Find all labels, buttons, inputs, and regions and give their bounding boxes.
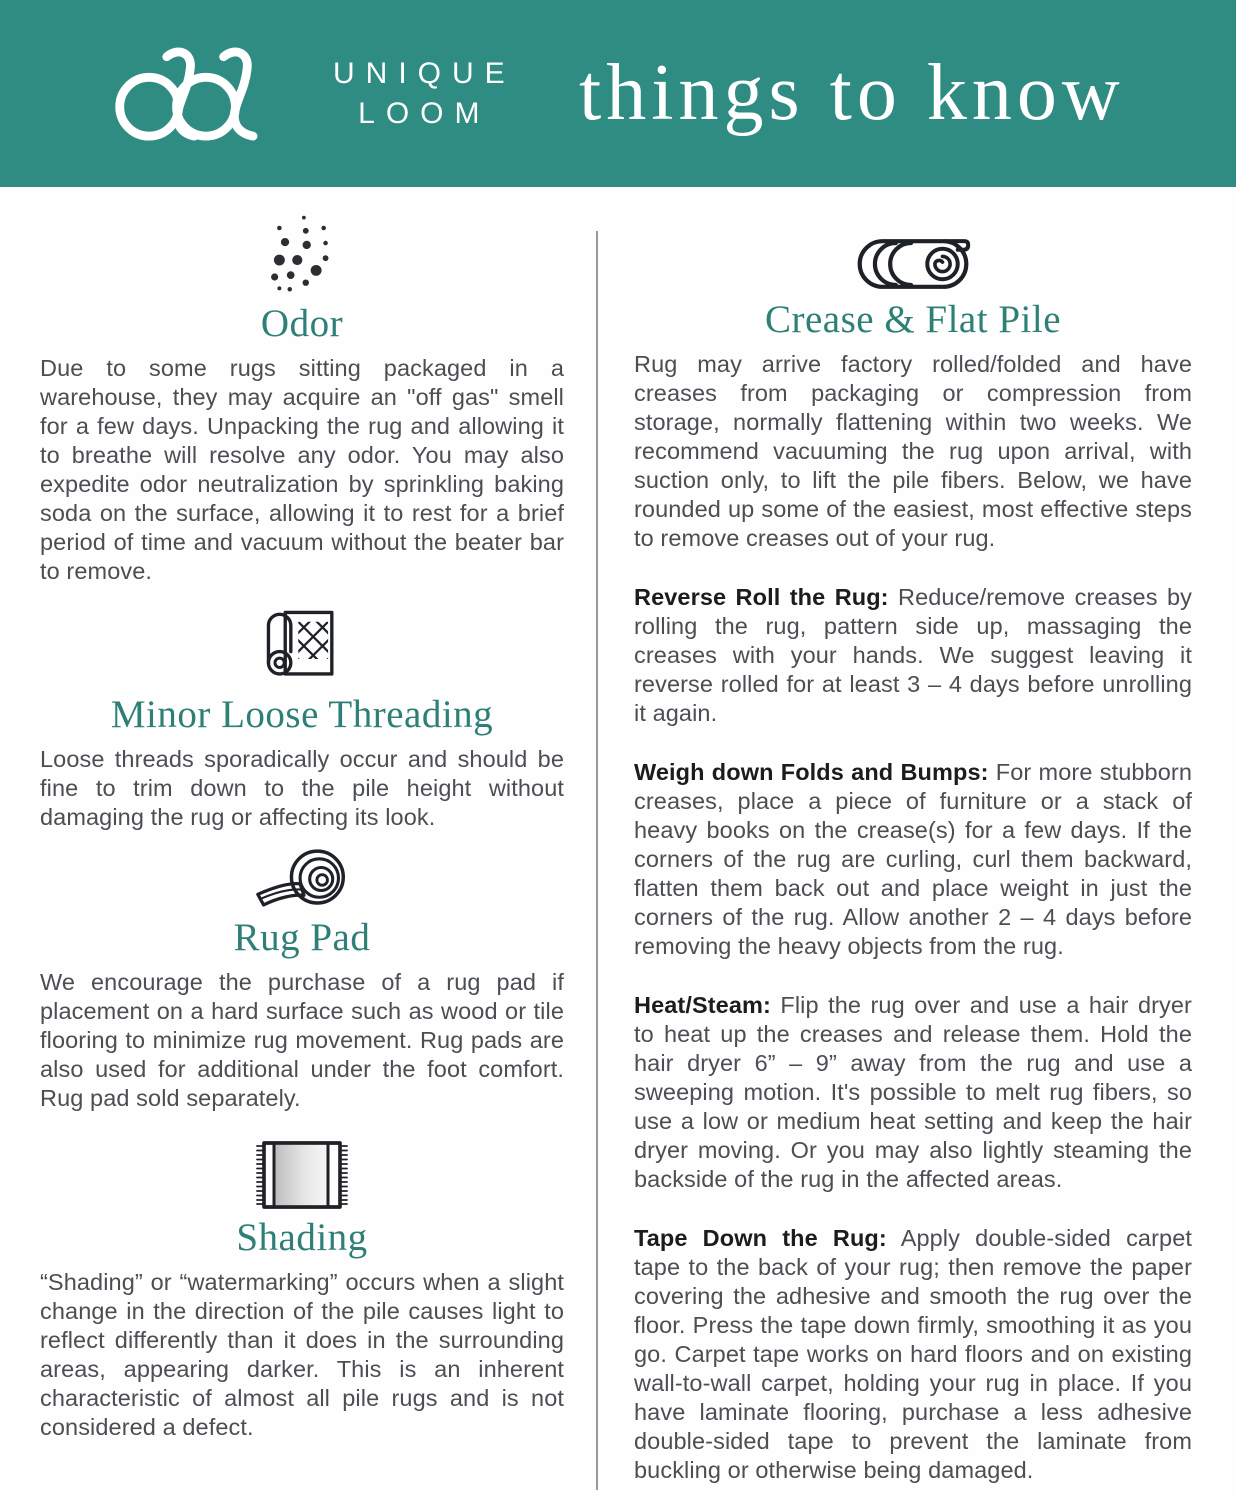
- section-body-rug-pad: We encourage the purchase of a rug pad if placement on a hard surface such as wood or tile flooring to minimize rug movement. Rug pads are also used for additional under the foot comfort. Rug pad sold separately.: [40, 969, 564, 1111]
- tip-reverse-roll: [634, 583, 1192, 728]
- tip-label-reverse-roll: Reverse Roll the Rug:: [634, 584, 889, 610]
- section-body-minor-loose-threading: Loose threads sporadically occur and should be fine to trim down to the pile height without damaging the rug or affecting its look.: [40, 746, 564, 830]
- page-title: things to know: [579, 49, 1125, 137]
- section-body-crease-flat-pile: Rug may arrive factory rolled/folded and have creases from packaging or compression from storage, normally flattening within two weeks. We recommend vacuuming the rug upon arrival, with suction only, to lift the pile fibers. Below, we have rounded up some of the easiest, most effective steps to remove creases out of your rug.: [634, 351, 1192, 551]
- content-columns: [0, 187, 1236, 1500]
- right-column: [597, 187, 1236, 1500]
- tip-label-tape-down: Tape Down the Rug:: [634, 1225, 887, 1251]
- section-heading-minor-loose-threading: Minor Loose Threading: [110, 693, 494, 736]
- section-rug-pad: [40, 848, 564, 1113]
- tip-label-heat-steam: Heat/Steam:: [634, 992, 771, 1018]
- tip-text-heat-steam: Flip the rug over and use a hair dryer to heat up the creases and release them. Hold the hair dryer 6” – 9” away from the rug and use a sweeping motion. It's possible to melt rug fibers, so use a low or medium heat setting and keep the hair dryer moving. Or you may also lightly steaming the backside of the rug in the affected areas.: [634, 992, 1192, 1192]
- section-heading-shading: Shading: [236, 1216, 368, 1259]
- tip-weigh-down: [634, 758, 1192, 961]
- tip-label-weigh-down: Weigh down Folds and Bumps:: [634, 759, 989, 785]
- section-body-odor: Due to some rugs sitting packaged in a warehouse, they may acquire an "off gas" smell for a few days. Unpacking the rug and allowing it to breathe will resolve any odor. You may also expedite odor neutralization by sprinkling baking soda on the surface, allowing it to rest for a brief period of time and vacuum without the beater bar to remove.: [40, 355, 564, 584]
- tip-text-tape-down: Apply double-sided carpet tape to the back of your rug; then remove the paper covering the adhesive and smooth the rug over the floor. Press the tape down firmly, smoothing it as you go. Carpet tape works on hard floors and on existing wall-to-wall carpet, holding your rug in place. If you have laminate flooring, purchase a less adhesive double-sided tape to prevent the laminate from buckling or otherwise being damaged.: [634, 1225, 1192, 1483]
- header-bar: [0, 0, 1236, 187]
- section-heading-odor: Odor: [260, 302, 344, 345]
- fringed-rug-icon: [254, 1140, 350, 1210]
- unique-loom-double-loop-icon: [106, 45, 302, 143]
- rug-pad-roll-icon: [254, 848, 350, 910]
- section-heading-rug-pad: Rug Pad: [233, 916, 371, 959]
- left-column: [0, 187, 597, 1500]
- section-heading-crease-flat-pile: Crease & Flat Pile: [764, 298, 1062, 341]
- rolled-rug-crosshatch-icon: [261, 605, 343, 687]
- section-body-shading: “Shading” or “watermarking” occurs when a slight change in the direction of the pile causes light to reflect differently than it does in the surrounding areas, appearing darker. This is an inherent characteristic of almost all pile rugs and is not considered a defect.: [40, 1269, 564, 1440]
- section-crease-flat-pile: [634, 236, 1192, 553]
- odor-specks-icon: [269, 209, 335, 296]
- section-shading: [40, 1140, 564, 1442]
- tip-tape-down: [634, 1224, 1192, 1485]
- tip-text-weigh-down: For more stubborn creases, place a piece of furniture or a stack of heavy books on the crease(s) for a few days. If the corners of the rug are curling, curl them backward, flatten them back out and place weight in just the corners of the rug. Allow another 2 – 4 days before removing the heavy objects from the rug.: [634, 759, 1192, 959]
- brand-line-2: LOOM: [358, 96, 491, 130]
- tip-heat-steam: [634, 991, 1192, 1194]
- section-odor: [40, 209, 564, 586]
- brand-wordmark: [322, 54, 516, 134]
- rolled-rug-side-icon: [854, 236, 972, 292]
- tip-text-reverse-roll: Reduce/remove creases by rolling the rug, pattern side up, massaging the creases with your hands. We suggest leaving it reverse rolled for at least 3 – 4 days before unrolling it again.: [634, 584, 1192, 726]
- brand-line-1: UNIQUE: [333, 56, 516, 90]
- column-divider: [596, 231, 598, 1490]
- section-minor-loose-threading: [40, 605, 564, 832]
